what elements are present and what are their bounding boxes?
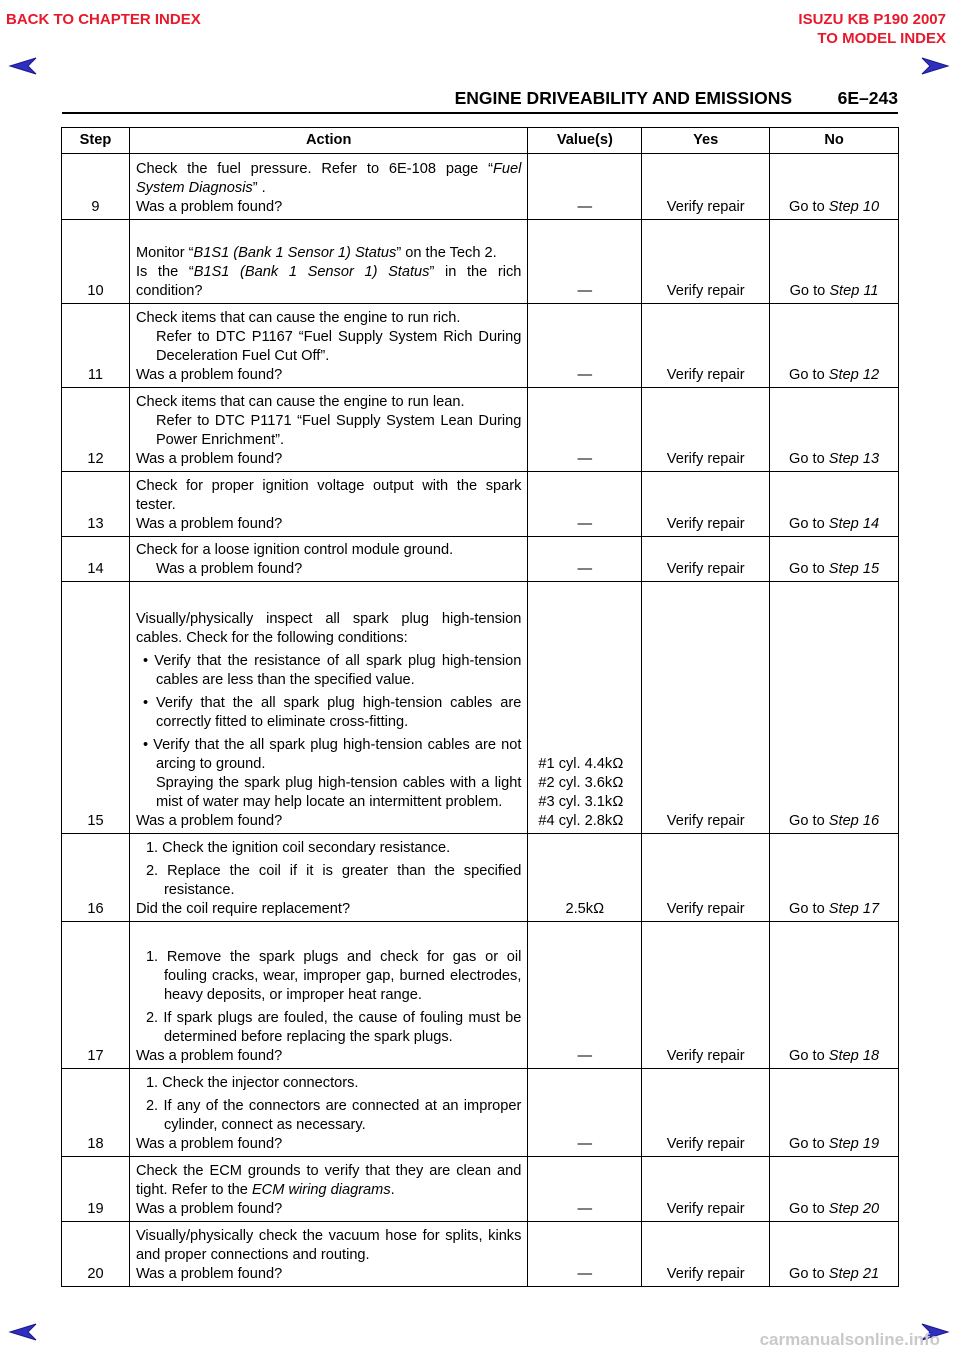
step-number: 19 — [62, 1157, 130, 1222]
table-row — [62, 220, 899, 304]
step-number: 14 — [62, 537, 130, 582]
col-header-no: No — [770, 128, 899, 154]
value-cell: 2.5kΩ — [528, 834, 642, 922]
yes-cell: Verify repair — [642, 220, 770, 304]
table-row — [62, 1222, 899, 1287]
action-text: Visually/physically inspect all spark plug high-tension cables. Check for the following conditions: • Verify that the resistance of all spark plug high-tension cables are less than the specified value. • Verify that the all spark plug high-tension cables are correctly fitted to eliminate cross-fitting. • Verify that the all spark plug high-tension cables are not arcing to ground. Spraying the spark plug high-tension cables with a light mist of water may help locate an intermittent problem. Was a problem found? — [129, 582, 527, 834]
value-cell: — — [528, 388, 642, 472]
model-index-link[interactable]: TO MODEL INDEX — [817, 30, 946, 47]
table-row — [62, 472, 899, 537]
diagnostic-steps-table — [61, 127, 899, 1287]
page-header — [62, 86, 898, 114]
col-header-action: Action — [129, 128, 527, 154]
yes-cell: Verify repair — [642, 472, 770, 537]
action-text: Check items that can cause the engine to run lean. Refer to DTC P1171 “Fuel Supply System Lean During Power Enrichment”. Was a problem found? — [129, 388, 527, 472]
yes-cell: Verify repair — [642, 582, 770, 834]
table-row — [62, 1157, 899, 1222]
yes-cell: Verify repair — [642, 834, 770, 922]
col-header-values: Value(s) — [528, 128, 642, 154]
step-number: 9 — [62, 154, 130, 220]
value-cell: — — [528, 1222, 642, 1287]
value-cell: — — [528, 304, 642, 388]
action-text: Check items that can cause the engine to run rich. Refer to DTC P1167 “Fuel Supply System Rich During Deceleration Fuel Cut Off”. Was a problem found? — [129, 304, 527, 388]
step-number: 12 — [62, 388, 130, 472]
no-cell: Go to Step 15 — [770, 537, 899, 582]
table-row — [62, 154, 899, 220]
no-cell: Go to Step 17 — [770, 834, 899, 922]
action-text: Visually/physically check the vacuum hose for splits, kinks and proper connections and routing. Was a problem found? — [129, 1222, 527, 1287]
bullet-item: • Verify that the resistance of all spark plug high-tension cables are less than the specified value. — [142, 653, 522, 688]
page-number: 6E–243 — [837, 88, 898, 108]
no-cell: Go to Step 20 — [770, 1157, 899, 1222]
step-number: 17 — [62, 922, 130, 1069]
step-number: 13 — [62, 472, 130, 537]
back-to-chapter-index-link[interactable]: BACK TO CHAPTER INDEX — [6, 11, 201, 28]
yes-cell: Verify repair — [642, 1069, 770, 1157]
table-row — [62, 1069, 899, 1157]
table-row — [62, 834, 899, 922]
watermark: carmanualsonline.info — [759, 1330, 940, 1349]
bullet-item: • Verify that the all spark plug high-tension cables are not arcing to ground. — [142, 737, 522, 772]
step-number: 20 — [62, 1222, 130, 1287]
yes-cell: Verify repair — [642, 1222, 770, 1287]
value-cell: — — [528, 472, 642, 537]
next-page-arrow-icon[interactable] — [920, 56, 950, 76]
value-cell: — — [528, 220, 642, 304]
value-cell: — — [528, 154, 642, 220]
yes-cell: Verify repair — [642, 537, 770, 582]
step-number: 10 — [62, 220, 130, 304]
action-text: Check the fuel pressure. Refer to 6E-108 page “Fuel System Diagnosis” . Was a problem found? — [129, 154, 527, 220]
table-row — [62, 537, 899, 582]
step-number: 11 — [62, 304, 130, 388]
section-title: ENGINE DRIVEABILITY AND EMISSIONS — [454, 88, 792, 108]
no-cell: Go to Step 18 — [770, 922, 899, 1069]
previous-page-arrow-icon[interactable] — [8, 56, 38, 76]
value-cell: — — [528, 1069, 642, 1157]
no-cell: Go to Step 13 — [770, 388, 899, 472]
no-cell: Go to Step 21 — [770, 1222, 899, 1287]
table-row — [62, 582, 899, 834]
col-header-step: Step — [62, 128, 130, 154]
col-header-yes: Yes — [642, 128, 770, 154]
no-cell: Go to Step 14 — [770, 472, 899, 537]
value-cell: — — [528, 537, 642, 582]
step-number: 15 — [62, 582, 130, 834]
yes-cell: Verify repair — [642, 304, 770, 388]
value-cell: #1 cyl. 4.4kΩ #2 cyl. 3.6kΩ #3 cyl. 3.1kΩ #4 cyl. 2.8kΩ — [528, 582, 642, 834]
table-row — [62, 304, 899, 388]
table-row — [62, 922, 899, 1069]
action-text: Check for a loose ignition control module ground. Was a problem found? — [129, 537, 527, 582]
yes-cell: Verify repair — [642, 154, 770, 220]
bullet-item: • Verify that the all spark plug high-tension cables are correctly fitted to eliminate cross-fitting. — [142, 695, 522, 730]
no-cell: Go to Step 12 — [770, 304, 899, 388]
step-number: 16 — [62, 834, 130, 922]
table-row — [62, 388, 899, 472]
value-cell: — — [528, 1157, 642, 1222]
value-cell: — — [528, 922, 642, 1069]
action-text: Monitor “B1S1 (Bank 1 Sensor 1) Status” on the Tech 2. Is the “B1S1 (Bank 1 Sensor 1) Status” in the rich condition? — [129, 220, 527, 304]
action-text: Check for proper ignition voltage output with the spark tester. Was a problem found? — [129, 472, 527, 537]
action-text: 1. Check the injector connectors. 2. If any of the connectors are connected at an improper cylinder, connect as necessary. Was a problem found? — [129, 1069, 527, 1157]
model-title-link[interactable]: ISUZU KB P190 2007 — [798, 11, 946, 28]
yes-cell: Verify repair — [642, 388, 770, 472]
no-cell: Go to Step 10 — [770, 154, 899, 220]
action-text: 1. Check the ignition coil secondary resistance. 2. Replace the coil if it is greater than the specified resistance. Did the coil require replacement? — [129, 834, 527, 922]
yes-cell: Verify repair — [642, 922, 770, 1069]
previous-page-arrow-bottom-icon[interactable] — [8, 1322, 38, 1342]
yes-cell: Verify repair — [642, 1157, 770, 1222]
no-cell: Go to Step 11 — [770, 220, 899, 304]
action-text: 1. Remove the spark plugs and check for gas or oil fouling cracks, wear, improper gap, burned electrodes, heavy deposits, or improper heat range. 2. If spark plugs are fouled, the cause of fouling must be determined before replacing the spark plugs. Was a problem found? — [129, 922, 527, 1069]
no-cell: Go to Step 16 — [770, 582, 899, 834]
action-text: Check the ECM grounds to verify that they are clean and tight. Refer to the ECM wiring diagrams. Was a problem found? — [129, 1157, 527, 1222]
step-number: 18 — [62, 1069, 130, 1157]
no-cell: Go to Step 19 — [770, 1069, 899, 1157]
